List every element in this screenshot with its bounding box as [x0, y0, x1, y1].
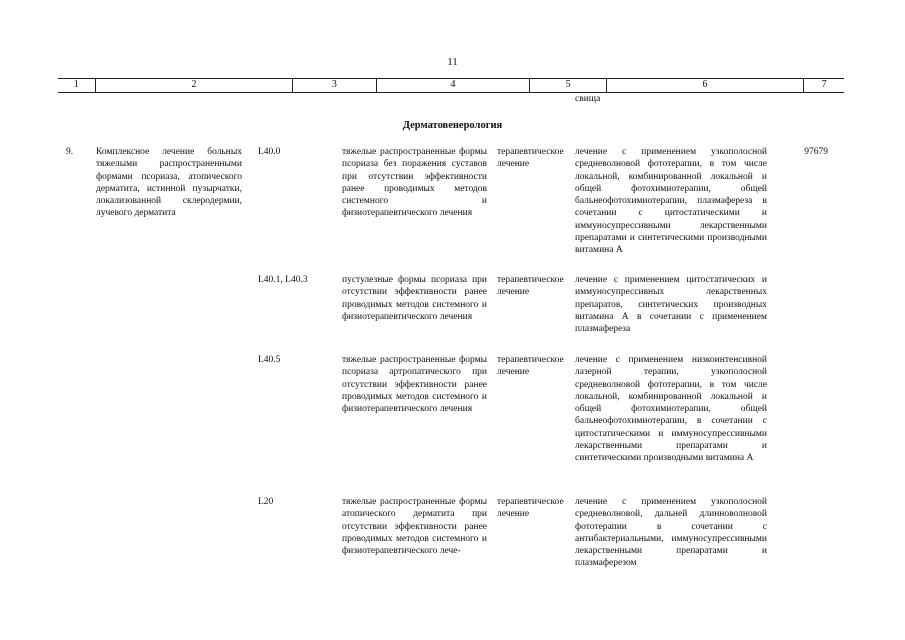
column-number-2: 2	[95, 79, 292, 92]
column-number-4: 4	[376, 79, 530, 92]
entry-name: Комплексное лечение больных тяжелыми распространенными формами псориаза, атопического дерматита, истинной пузырчатки, локализованной склеродермии, лучевого дерматита	[96, 147, 242, 219]
row-1-method: лечение с применением узкополосной средневолновой фототерапии, в том числе локальной, комбинированной локальной и общей фотохимиотерапии, общей бальнеофотохимиотерапии, плазмафереза в сочетании с цитостатическими и иммуносупрессивными лекарственными препаратами и синтетическими производными витамина А	[575, 147, 767, 256]
row-4-method: лечение с применением узкополосной средневолновой, дальней длинноволновой фототерапии в сочетании с антибактериальными, иммуносупрессивными лекарственными препаратами и плазмаферезом	[575, 497, 767, 569]
row-4-kind: терапевтическое лечение	[497, 497, 564, 520]
row-3-method: лечение с применением низкоинтенсивной лазерной терапии, узкополосной средневолновой фототерапии, в том числе локальной, комбинированной локальной и общей фотохимиотерапии, общей бальнеофотохимиотерапии, в сочетании с цитостатическими и иммуносупрессивными лекарственными препаратами и синтетическими производными витамина А	[575, 355, 767, 464]
row-4-code: L20	[258, 497, 274, 507]
row-3-code: L40.5	[258, 355, 281, 365]
row-1-model: тяжелые распространенные формы псориаза без поражения суставов при отсутствии эффективности ранее проводимых методов системного и физиотерапевтического лечения	[342, 147, 487, 219]
entry-amount: 97679	[804, 147, 828, 157]
entry-number: 9.	[66, 147, 74, 157]
carryover-text: свища	[575, 94, 601, 104]
row-1-kind: терапевтическое лечение	[497, 147, 564, 170]
row-4-model: тяжелые распространенные формы атопического дерматита при отсутствии эффективности ранее проводимых методов системного и физиотерапевтического лече-	[342, 497, 487, 557]
row-2-method: лечение с применением цитостатических и иммуносупрессивных лекарственных препаратов, синтетических производных витамина А в сочетании с применением плазмафереза	[575, 275, 767, 335]
column-number-6: 6	[606, 79, 803, 92]
row-3-model: тяжелые распространенные формы псориаза артропатического при отсутствии эффективности ранее проводимых методов системного и физиотерапевтического лечения	[342, 355, 487, 415]
column-number-1: 1	[73, 79, 79, 90]
section-title: Дерматовенерология	[402, 120, 503, 131]
row-2-model: пустулезные формы псориаза при отсутствии эффективности ранее проводимых методов системного и физиотерапевтического лечения	[342, 275, 487, 322]
column-number-5: 5	[529, 79, 605, 92]
row-3-kind: терапевтическое лечение	[497, 355, 564, 378]
table-header-row	[58, 78, 844, 93]
row-2-kind: терапевтическое лечение	[497, 275, 564, 298]
page-number: 11	[447, 56, 458, 68]
row-1-code: L40.0	[258, 147, 281, 157]
row-2-code: L40.1, L40.3	[258, 275, 308, 285]
column-number-3: 3	[292, 79, 375, 92]
column-number-7: 7	[803, 79, 844, 92]
